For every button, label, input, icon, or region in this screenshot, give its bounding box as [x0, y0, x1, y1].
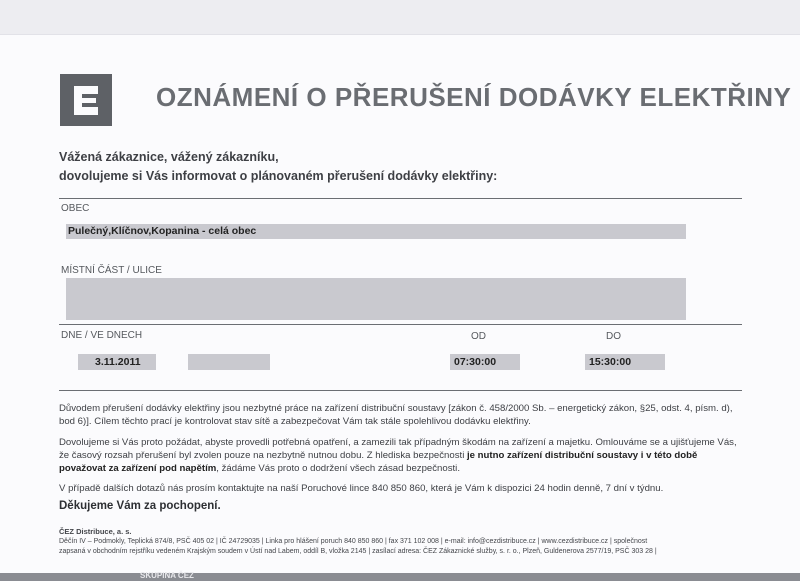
to-label: DO [606, 331, 621, 342]
from-value: 07:30:00 [454, 356, 497, 368]
cez-logo-icon [60, 74, 112, 126]
cast-field [66, 278, 686, 320]
footer-company [59, 527, 132, 536]
divider [59, 390, 742, 391]
greeting-line-1: Vážená zákaznice, vážený zákazníku, [59, 150, 279, 164]
cast-label: MÍSTNÍ ČÁST / ULICE [61, 265, 162, 276]
thanks-text: Děkujeme Vám za pochopení. [59, 500, 221, 512]
paragraph-safety-part-1: Dovolujeme si Vás proto požádat, abyste provedli potřebná opatření, a zamezili tak případným škodám na zařízení a majetku. Omlouváme se a ujišťujeme Vás, že časový rozsah přerušení byl zvolen pouze na nezbytně nutnou dobu. Z hlediska bezpečnosti [59, 437, 737, 461]
scan-top-band [0, 0, 800, 35]
footer-company-name: ČEZ Distribuce, a. s. [59, 527, 132, 536]
obec-label: OBEC [61, 203, 90, 214]
date-value: 3.11.2011 [95, 356, 141, 368]
date-label: DNE / VE DNECH [61, 330, 143, 341]
paragraph-safety [59, 436, 744, 475]
to-value: 15:30:00 [589, 356, 632, 368]
date-field-2 [188, 354, 270, 370]
paragraph-reason: Důvodem přerušení dodávky elektřiny jsou nezbytné práce na zařízení distribuční soustavy [zákon č. 458/2000 Sb. – energetický zákon, §25, odst. 4, písm. d), bod 6)]. Cílem těchto prací je kontrolovat stav sítě a zabezpečovat Vám tak stále spolehlivou dodávku elektřiny. [59, 403, 733, 427]
footer-line-3: zapsaná v obchodním rejstříku vedeném Krajským soudem v Ústí nad Labem, oddíl B, vložka 2145 | zasílací adresa: ČEZ Zákaznické služby, s. r. o., Plzeň, Guldenerova 2577/19, PSČ 303 28 | [59, 548, 657, 555]
page-title: OZNÁMENÍ O PŘERUŠENÍ DODÁVKY ELEKTŘINY [156, 82, 792, 112]
paragraph-contact: V případě dalších dotazů nás prosím kontaktujte na naší Poruchové lince 840 850 860, která je Vám k dispozici 24 hodin denně, 7 dní v týdnu. [59, 483, 664, 494]
paragraph-safety-part-2: , žádáme Vás proto o dodržení všech zásad bezpečnosti. [216, 463, 460, 474]
paragraph-safety-bold: je nutno zařízení distribuční soustavy i v této době považovat za zařízení pod napětím [59, 450, 698, 474]
footer-bottom-label: SKUPINA ČEZ [140, 571, 194, 580]
from-label: OD [471, 331, 486, 342]
divider [59, 198, 742, 199]
footer-band [0, 573, 800, 581]
footer-line-2: Děčín IV – Podmokly, Teplická 874/8, PSČ 405 02 | IČ 24729035 | Linka pro hlášení poruch 840 850 860 | fax 371 102 008 | e-mail: info@cezdistribuce.cz | www.cezdistribuce.cz | společnost [59, 538, 648, 545]
greeting-line-2: dovolujeme si Vás informovat o plánovaném přerušení dodávky elektřiny: [59, 169, 498, 183]
divider [59, 324, 742, 325]
obec-value: Pulečný,Klíčnov,Kopanina - celá obec [68, 225, 257, 237]
